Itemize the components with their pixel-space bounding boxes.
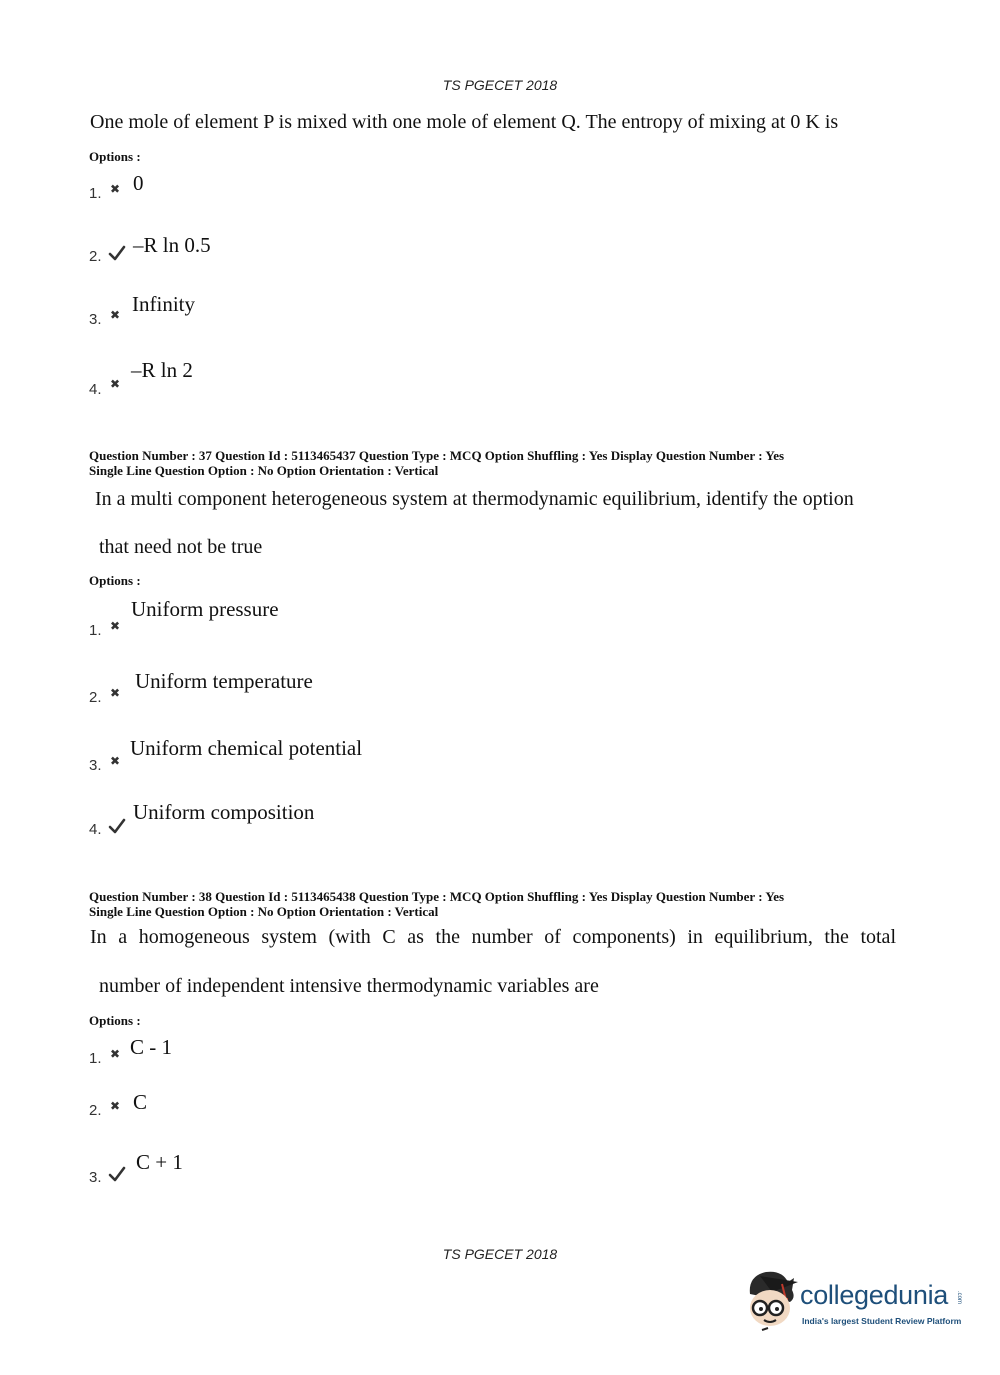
check-icon — [108, 818, 126, 834]
check-icon — [108, 245, 126, 261]
q37-meta-line-1: Question Number : 37 Question Id : 5113465437 Question Type : MCQ Option Shuffling : Yes Display Question Number : Yes — [89, 448, 785, 463]
option-text: Uniform composition — [133, 800, 315, 824]
logo-tagline: India's largest Student Review Platform — [802, 1316, 962, 1326]
logo-dotcom: .com — [956, 1291, 962, 1305]
mascot-icon — [742, 1268, 800, 1338]
option-number: 4. — [89, 381, 102, 398]
logo-wordmark: collegedunia — [800, 1280, 949, 1310]
cross-icon: ✖ — [110, 1099, 121, 1113]
option-number: 3. — [89, 311, 102, 328]
page-header: TS PGECET 2018 — [442, 77, 558, 93]
cross-icon: ✖ — [110, 619, 121, 633]
question-36-text: One mole of element P is mixed with one mole of element Q. The entropy of mixing at 0 K is — [90, 111, 839, 133]
cross-icon: ✖ — [110, 377, 121, 391]
q36-options-label: Options : — [89, 149, 141, 164]
option-text: –R ln 0.5 — [133, 233, 211, 257]
option-text: C - 1 — [130, 1035, 172, 1059]
q37-meta — [89, 448, 784, 478]
q38-meta-line-1: Question Number : 38 Question Id : 5113465438 Question Type : MCQ Option Shuffling : Yes Display Question Number : Yes — [89, 889, 785, 904]
question-37-text-line-2: that need not be true — [99, 536, 263, 558]
q38-meta-line-2: Single Line Question Option : No Option Orientation : Vertical — [89, 904, 439, 919]
option-text: Uniform temperature — [135, 669, 313, 693]
question-37-text-line-1: In a multi component heterogeneous system at thermodynamic equilibrium, identify the option — [95, 488, 854, 510]
option-number: 3. — [89, 1169, 102, 1186]
cross-icon: ✖ — [110, 686, 121, 700]
option-text: C — [133, 1090, 148, 1114]
option-text: Infinity — [132, 292, 195, 316]
cross-icon: ✖ — [110, 1047, 121, 1061]
cross-icon: ✖ — [110, 182, 121, 196]
check-icon — [108, 1166, 126, 1182]
option-number: 1. — [89, 185, 102, 202]
q38-meta — [89, 889, 784, 919]
option-number: 2. — [89, 689, 102, 706]
q38-options-label: Options : — [89, 1013, 141, 1028]
collegedunia-logo — [742, 1268, 972, 1340]
option-number: 1. — [89, 622, 102, 639]
q37-options-label: Options : — [89, 573, 141, 588]
q37-meta-line-2: Single Line Question Option : No Option Orientation : Vertical — [89, 463, 439, 478]
page-footer: TS PGECET 2018 — [442, 1246, 558, 1262]
option-text: Uniform pressure — [131, 597, 279, 621]
option-number: 3. — [89, 757, 102, 774]
option-text: Uniform chemical potential — [130, 736, 363, 760]
cross-icon: ✖ — [110, 308, 121, 322]
question-38-text-line-1: In a homogeneous system (with C as the number of components) in equilibrium, the total — [90, 926, 896, 948]
option-text: 0 — [133, 171, 144, 195]
option-text: –R ln 2 — [131, 358, 193, 382]
question-38-text-line-2: number of independent intensive thermodynamic variables are — [99, 975, 599, 997]
cross-icon: ✖ — [110, 754, 121, 768]
option-number: 2. — [89, 1102, 102, 1119]
option-text: C + 1 — [136, 1150, 183, 1174]
option-number: 1. — [89, 1050, 102, 1067]
option-number: 2. — [89, 248, 102, 265]
option-number: 4. — [89, 821, 102, 838]
